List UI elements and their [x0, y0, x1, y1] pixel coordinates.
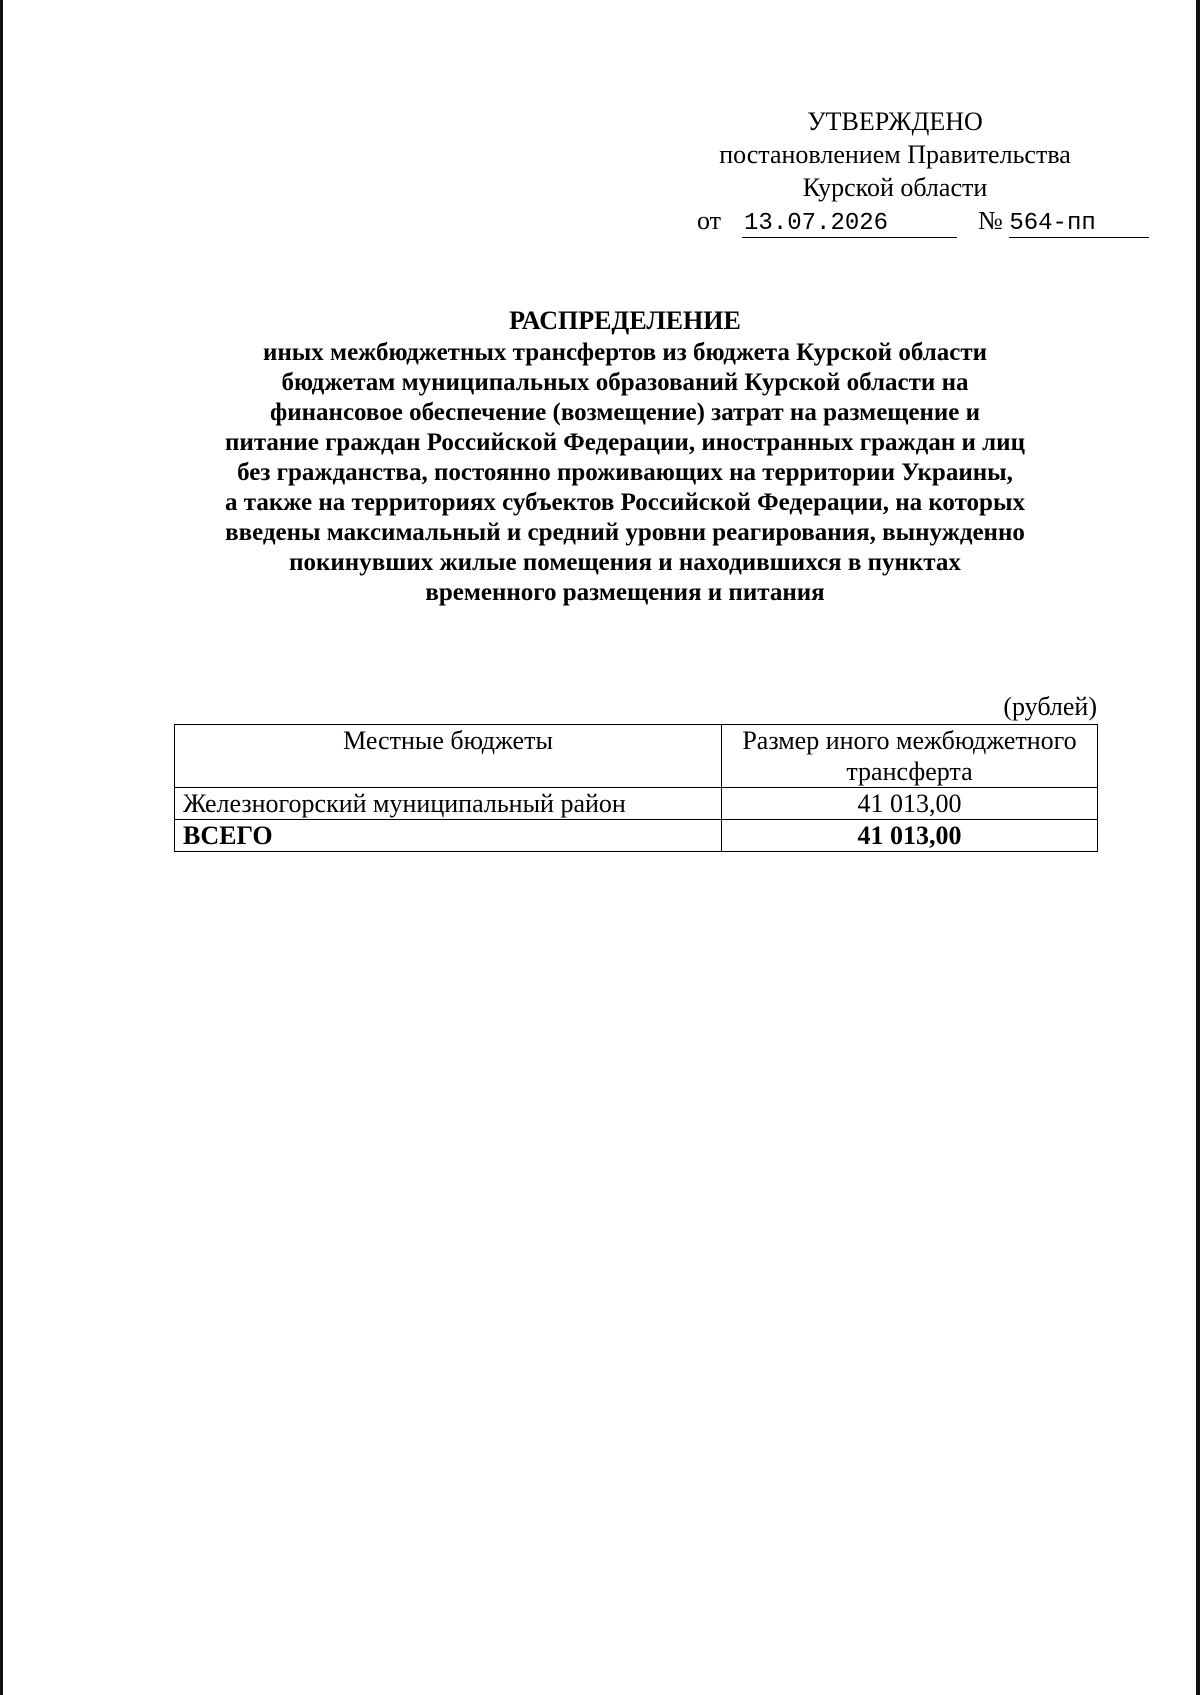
row-amount: 41 013,00: [722, 788, 1098, 820]
table-row: [175, 788, 1098, 820]
header-local-budgets: Местные бюджеты: [175, 725, 722, 788]
document-title: РАСПРЕДЕЛЕНИЕ: [509, 306, 741, 335]
document-heading: [160, 304, 1090, 608]
page-edge-left: [0, 0, 3, 1695]
approval-resolution: постановлением Правительства: [719, 140, 1071, 169]
budget-table: [174, 724, 1098, 852]
total-label: ВСЕГО: [175, 820, 722, 852]
number-prefix: №: [978, 206, 1003, 235]
page-edge-right: [1196, 0, 1200, 1695]
table-header-row: [175, 725, 1098, 788]
header-transfer-amount: Размер иного межбюджетного трансферта: [722, 725, 1098, 788]
approval-region: Курской области: [802, 173, 988, 202]
approval-stamp: [690, 105, 1100, 238]
row-budget-name: Железногорский муниципальный район: [175, 788, 722, 820]
date-prefix: от: [697, 206, 722, 235]
document-subtitle: иных межбюджетных трансфертов из бюджета Курской области бюджетам муниципальных образований Курской области на финансовое обеспечение (возмещение) затрат на размещение и питание граждан Российской Федерации, иностранных граждан и лиц без гражданства, постоянно проживающих на территории Украины, а также на территориях субъектов Российской Федерации, на которых введены максимальный и средний уровни реагирования, вынужденно покинувших жилые помещения и находившихся в пунктах временного размещения и питания: [225, 339, 1025, 606]
table-units: (рублей): [1003, 692, 1097, 721]
total-amount: 41 013,00: [722, 820, 1098, 852]
approval-date: 13.07.2026: [742, 211, 957, 238]
approval-number: 564-пп: [1009, 211, 1149, 238]
table-total-row: [175, 820, 1098, 852]
approval-date-line: [690, 204, 1100, 238]
approval-word: УТВЕРЖДЕНО: [807, 107, 983, 136]
